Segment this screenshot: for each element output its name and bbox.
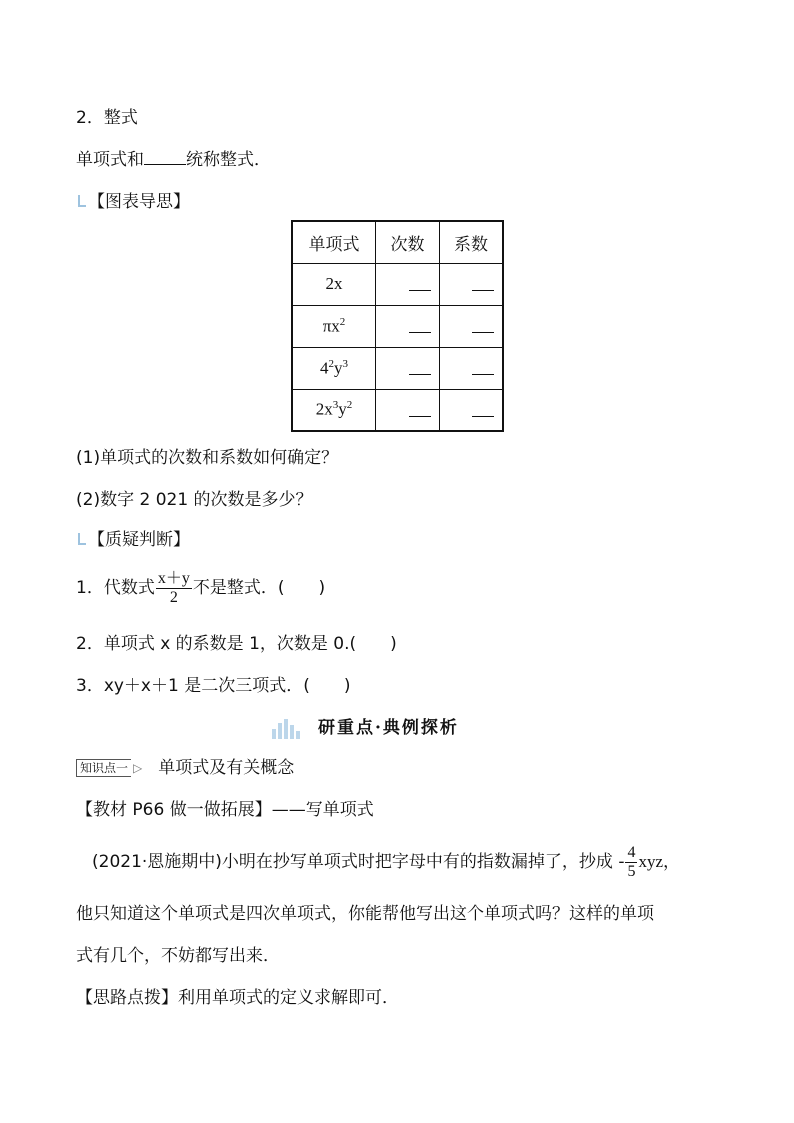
monomial-cell: $4^2y^3$ (292, 347, 376, 389)
fraction: $\frac{4}{5}$ (627, 843, 636, 880)
judge-item-1: 1．代数式 $\frac{x+y}{2}$ 不是整式．( ) (76, 569, 326, 606)
problem-line-3: 式有几个，不妨都写出来． (76, 946, 280, 966)
degree-blank[interactable] (376, 263, 440, 305)
bar-decoration-icon (270, 719, 314, 739)
table-row (292, 347, 503, 389)
table-row (292, 305, 503, 347)
definition-line (76, 148, 271, 172)
section-heading: 2．整式 (76, 108, 138, 128)
section-marker-icon (76, 195, 86, 209)
section-marker-icon (76, 533, 86, 547)
coefficient-blank[interactable] (440, 347, 504, 389)
banner-title: 研重点·典例探析 (318, 718, 459, 738)
header-coefficient: 系数 (440, 221, 504, 263)
header-degree: 次数 (376, 221, 440, 263)
table-row (292, 389, 503, 431)
monomial-cell: 2x (292, 263, 376, 305)
degree-blank[interactable] (376, 347, 440, 389)
degree-blank[interactable] (376, 305, 440, 347)
arrow-icon: ▷ (133, 761, 143, 775)
monomial-table (291, 220, 504, 432)
judge-item-2: 2．单项式 x 的系数是 1，次数是 0.( ) (76, 634, 397, 654)
fraction: $\frac{x+y}{2}$ (157, 569, 190, 606)
monomial-cell: $2x^3y^2$ (292, 389, 376, 431)
knowledge-title: 单项式及有关概念 (158, 758, 295, 778)
degree-blank[interactable] (376, 389, 440, 431)
question-1: (1)单项式的次数和系数如何确定？ (76, 448, 339, 468)
chart-guide-label (76, 190, 190, 214)
problem-line-2: 他只知道这个单项式是四次单项式，你能帮他写出这个单项式吗？这样的单项 (76, 904, 654, 924)
definition-after: 统称整式． (186, 150, 271, 170)
header-monomial: 单项式 (292, 221, 376, 263)
definition-blank[interactable] (144, 148, 186, 165)
coefficient-blank[interactable] (440, 263, 504, 305)
chart-guide-text: 【图表导思】 (88, 192, 190, 212)
textbook-label: 【教材 P66 做一做拓展】——写单项式 (76, 800, 374, 820)
problem-line-1: (2021·恩施期中)小明在抄写单项式时把字母中有的指数漏掉了，抄成 - $\frac{4}{5}$ xyz， (92, 843, 681, 880)
definition-before: 单项式和 (76, 150, 144, 170)
coefficient-blank[interactable] (440, 389, 504, 431)
knowledge-tag: 知识点一 (76, 759, 131, 777)
table-header-row (292, 221, 503, 263)
hint-line: 【思路点拨】利用单项式的定义求解即可． (76, 988, 399, 1008)
judge-text: 【质疑判断】 (88, 530, 190, 550)
judge-item-3: 3．xy＋x＋1 是二次三项式．( ) (76, 676, 351, 696)
table-row (292, 263, 503, 305)
judge-label (76, 528, 190, 552)
coefficient-blank[interactable] (440, 305, 504, 347)
monomial-cell: $\pi x^2$ (292, 305, 376, 347)
question-2: (2)数字 2 021 的次数是多少？ (76, 490, 313, 510)
knowledge-point-line (76, 756, 294, 780)
